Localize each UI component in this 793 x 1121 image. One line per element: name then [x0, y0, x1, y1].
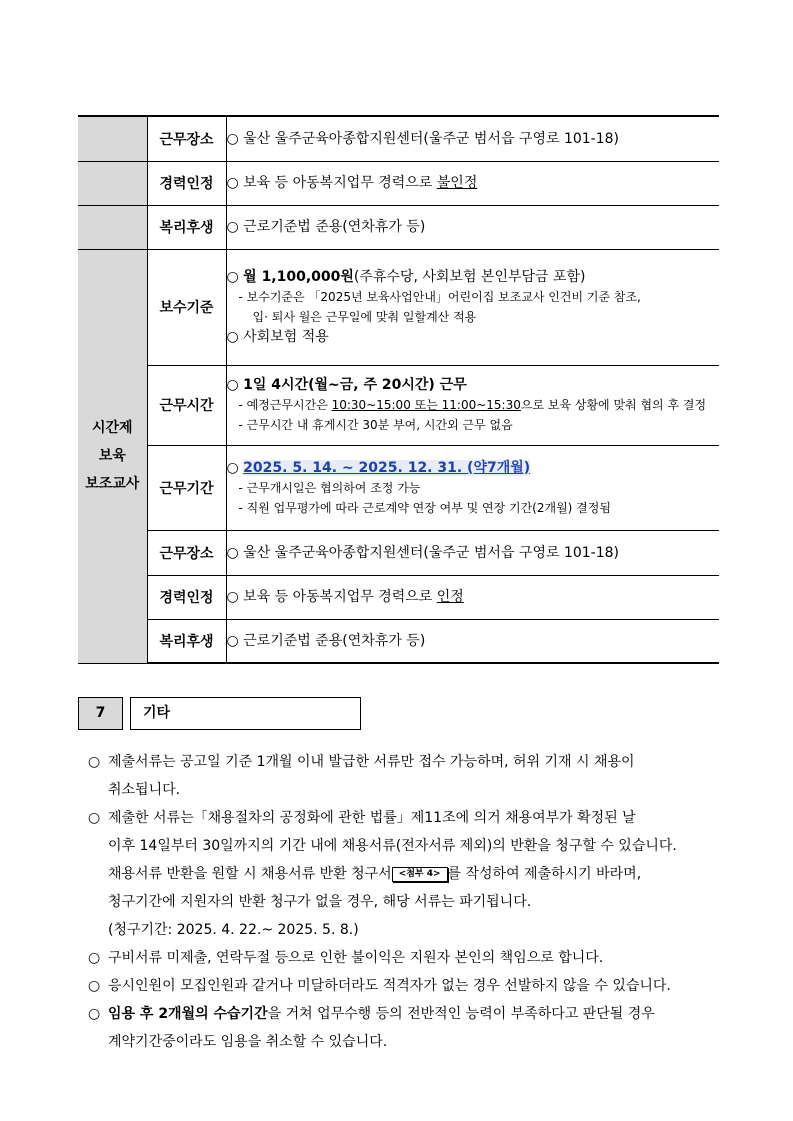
row-content: ○ 근로기준법 준용(연차휴가 등)	[226, 205, 719, 249]
row-content: ○ 월 1,100,000원(주휴수당, 사회보험 본인부담금 포함) - 보수기준은 「2025년 보육사업안내」어린이집 보조교사 인건비 기준 참조, 입· 퇴사 월은 근무일에 맞춰 일할계산 적용 ○ 사회보험 적용	[226, 249, 719, 365]
group-cell-blank	[78, 205, 147, 249]
row-label: 근무장소	[147, 530, 226, 575]
circle-bullet: ○	[88, 1006, 101, 1022]
row-label: 보수기준	[147, 249, 226, 365]
section-number: 7	[78, 697, 123, 730]
row-label: 경력인정	[147, 161, 226, 205]
row-content: ○ 근로기준법 준용(연차휴가 등)	[226, 619, 719, 663]
circle-bullet: ○	[88, 754, 101, 770]
attachment-tag: <첨부 4>	[392, 867, 448, 882]
row-content: ○ 울산 울주군육아종합지원센터(울주군 범서읍 구영로 101-18)	[226, 530, 719, 575]
row-label: 경력인정	[147, 575, 226, 619]
circle-bullet: ○	[88, 950, 101, 966]
table-row	[78, 249, 719, 365]
group-label: 시간제 보육 보조교사	[78, 249, 147, 663]
list-item: ○ 임용 후 2개월의 수습기간을 거쳐 업무수행 등의 전반적인 능력이 부족하다고 판단될 경우 계약기간중이라도 임용을 취소할 수 있습니다.	[88, 1000, 720, 1056]
table-row	[78, 205, 719, 249]
row-content: ○ 보육 등 아동복지업무 경력으로 불인정	[226, 161, 719, 205]
row-label: 근무기간	[147, 445, 226, 530]
row-content: ○ 보육 등 아동복지업무 경력으로 인정	[226, 575, 719, 619]
group-cell-blank	[78, 116, 147, 161]
row-label: 근무장소	[147, 116, 226, 161]
row-content: ○ 2025. 5. 14. ~ 2025. 12. 31. (약7개월) - 근무개시일은 협의하여 조정 가능 - 직원 업무평가에 따라 근로계약 연장 여부 및 연장 기간(2개월) 결정됨	[226, 445, 719, 530]
table-row	[78, 365, 719, 445]
group-cell-blank	[78, 161, 147, 205]
row-label: 복리후생	[147, 619, 226, 663]
list-item: ○ 제출서류는 공고일 기준 1개월 이내 발급한 서류만 접수 가능하며, 허위 기재 시 채용이 취소됩니다.	[88, 748, 720, 804]
table-row	[78, 619, 719, 663]
underlined-term: 불인정	[436, 175, 478, 191]
table-row	[78, 445, 719, 530]
row-label: 근무시간	[147, 365, 226, 445]
row-content: ○ 1일 4시간(월~금, 주 20시간) 근무 - 예정근무시간은 10:30~15:00 또는 11:00~15:30으로 보육 상황에 맞춰 협의 후 결정 - 근무시간 내 휴게시간 30분 부여, 시간외 근무 없음	[226, 365, 719, 445]
row-content: ○ 울산 울주군육아종합지원센터(울주군 범서읍 구영로 101-18)	[226, 116, 719, 161]
list-item: ○ 제출한 서류는「채용절차의 공정화에 관한 법률」제11조에 의거 채용여부가 확정된 날 이후 14일부터 30일까지의 기간 내에 채용서류(전자서류 제외)의 반환을 청구할 수 있습니다. 채용서류 반환을 원할 시 채용서류 반환 청구서 <첨부 4> 를 작성하여 제출하시기 바라며, 청구기간에 지원자의 반환 청구가 없을 경우, 해당 서류는 파기됩니다. (청구기간: 2025. 4. 22.~ 2025. 5. 8.)	[88, 804, 720, 944]
underlined-term: 인정	[436, 589, 464, 605]
row-label: 복리후생	[147, 205, 226, 249]
circle-bullet: ○	[88, 978, 101, 994]
highlighted-date-range: 2025. 5. 14. ~ 2025. 12. 31. (약7개월)	[243, 459, 531, 476]
notes-list	[88, 748, 720, 1056]
circle-bullet: ○	[88, 810, 101, 826]
table-row	[78, 530, 719, 575]
table-row	[78, 161, 719, 205]
list-item: ○ 응시인원이 모집인원과 같거나 미달하더라도 적격자가 없는 경우 선발하지 않을 수 있습니다.	[88, 972, 720, 1000]
employment-conditions-table	[78, 115, 719, 664]
list-item: ○ 구비서류 미제출, 연락두절 등으로 인한 불이익은 지원자 본인의 책임으로 합니다.	[88, 944, 720, 972]
table-row	[78, 575, 719, 619]
table-row	[78, 116, 719, 161]
section-title: 기타	[130, 697, 361, 730]
